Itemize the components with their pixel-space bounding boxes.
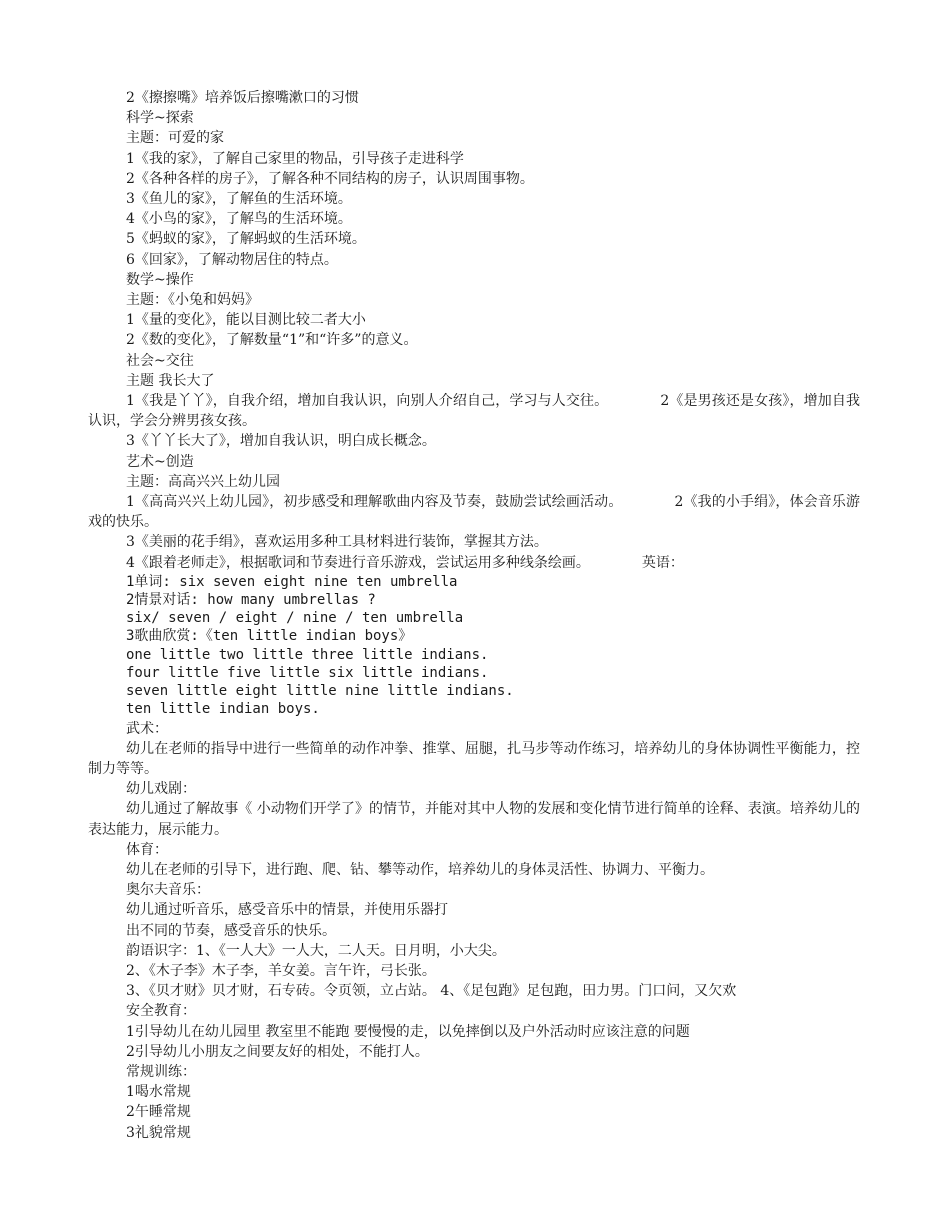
text-line-tail: 2《是男孩还是女孩》，增加自我认识，学会分辨男孩女孩。 (88, 393, 860, 430)
text-line-content: four little five little six little indians. (126, 664, 489, 681)
text-line-content: 幼儿在老师的指导中进行一些简单的动作冲拳、推掌、屈腿，扎马步等动作练习，培养幼儿的身体协调性平衡能力，控制力等等。 (88, 740, 860, 777)
text-line-content: 6《回家》，了解动物居住的特点。 (126, 251, 338, 268)
text-line (88, 799, 860, 839)
text-line-content: 艺术~创造 (126, 453, 194, 470)
text-line (88, 1123, 860, 1143)
document-body (88, 88, 860, 1143)
text-line (88, 921, 860, 941)
text-line (88, 1022, 860, 1042)
text-line (88, 108, 860, 128)
text-line (88, 229, 860, 249)
text-line-content: 常规训练： (126, 1063, 196, 1080)
text-line-content: one little two little three little indians. (126, 646, 489, 663)
text-line (88, 682, 860, 700)
text-line-content: 幼儿在老师的引导下，进行跑、爬、钻、攀等动作，培养幼儿的身体灵活性、协调力、平衡力。 (126, 861, 714, 878)
text-line-content: ten little indian boys. (126, 701, 320, 718)
text-line-content: 4《小鸟的家》，了解鸟的生活环境。 (126, 211, 352, 228)
text-line (88, 739, 860, 779)
text-line (88, 492, 860, 532)
text-line-content: 主题：高高兴兴上幼儿园 (126, 473, 280, 490)
text-line-content: 3《丫丫长大了》，增加自我认识，明白成长概念。 (126, 433, 436, 450)
text-line-content: 3歌曲欣赏:《ten little indian boys》 (126, 628, 413, 645)
text-line (88, 941, 860, 961)
text-line-content: 科学~探索 (126, 110, 194, 127)
text-line-content: 2《各种各样的房子》，了解各种不同结构的房子，认识周围事物。 (126, 170, 534, 187)
text-line-content: 奥尔夫音乐： (126, 882, 210, 899)
text-line-content: 1《高高兴兴上幼儿园》，初步感受和理解歌曲内容及节奏，鼓励尝试绘画活动。 (126, 494, 623, 511)
text-line-tail: 2《我的小手绢》，体会音乐游戏的快乐。 (88, 494, 860, 531)
text-line (88, 169, 860, 189)
text-line (88, 779, 860, 799)
text-line (88, 900, 860, 920)
text-line-content: 5《蚂蚁的家》，了解蚂蚁的生活环境。 (126, 231, 366, 248)
text-line-content: 2情景对话: how many umbrellas ? (126, 592, 376, 609)
text-line-content: 1单词: six seven eight nine ten umbrella (126, 573, 458, 590)
text-line (88, 1102, 860, 1122)
text-line-content: 1《量的变化》，能以目测比较二者大小 (126, 312, 366, 329)
text-line-content: 主题：《小兔和妈妈》 (126, 292, 259, 309)
text-line-content: 3礼貌常规 (126, 1124, 191, 1141)
text-line-content: 2《数的变化》，了解数量“1”和“许多”的意义。 (126, 332, 418, 349)
text-line-content: 4《跟着老师走》，根据歌词和节奏进行音乐游戏，尝试运用多种线条绘画。 (126, 554, 590, 571)
text-line-content: 安全教育： (126, 1003, 196, 1020)
text-line-content: 3、《贝才财》贝才财，石专砖。令页领，立占站。 4、《足包跑》足包跑，田力男。门口问，又欠欢 (126, 983, 737, 1000)
text-line (88, 290, 860, 310)
text-line (88, 591, 860, 609)
text-line (88, 961, 860, 981)
text-line (88, 1042, 860, 1062)
text-line (88, 532, 860, 552)
text-line-content: 1《我的家》，了解自己家里的物品，引导孩子走进科学 (126, 150, 464, 167)
text-line (88, 719, 860, 739)
text-line (88, 664, 860, 682)
text-line (88, 840, 860, 860)
text-line (88, 189, 860, 209)
text-line-content: 2《擦擦嘴》培养饭后擦嘴漱口的习惯 (126, 90, 359, 106)
text-line-content: 主题 我长大了 (126, 372, 215, 389)
text-line (88, 553, 860, 573)
text-line-content: 幼儿戏剧： (126, 781, 196, 798)
text-line-content: 1喝水常规 (126, 1084, 191, 1101)
text-line (88, 472, 860, 492)
text-line-content: 1引导幼儿在幼儿园里 教室里不能跑 要慢慢的走，以免摔倒以及户外活动时应该注意的问题 (126, 1023, 690, 1040)
text-line (88, 128, 860, 148)
text-line (88, 371, 860, 391)
text-line-content: 1《我是丫丫》，自我介绍，增加自我认识，向别人介绍自己，学习与人交往。 (126, 393, 609, 410)
text-line (88, 880, 860, 900)
text-line (88, 1001, 860, 1021)
text-line-content: 韵语识字：1、《一人大》一人大，二人天。日月明，小大尖。 (126, 942, 506, 959)
text-line-content: 武术： (126, 720, 168, 737)
text-line (88, 573, 860, 591)
text-line-content: 3《美丽的花手绢》，喜欢运用多种工具材料进行装饰，掌握其方法。 (126, 534, 548, 551)
text-line (88, 88, 860, 108)
text-line-content: seven little eight little nine little indians. (126, 683, 514, 700)
text-line (88, 431, 860, 451)
text-line (88, 270, 860, 290)
text-line-content: 社会~交往 (126, 352, 194, 369)
text-line-content: 幼儿通过了解故事《 小动物们开学了》的情节，并能对其中人物的发展和变化情节进行简单的诠释、表演。培养幼儿的表达能力，展示能力。 (88, 801, 860, 838)
text-line (88, 391, 860, 431)
text-line (88, 627, 860, 645)
text-line-content: 体育： (126, 841, 168, 858)
text-line-content: 主题：可爱的家 (126, 130, 224, 147)
text-line-content: 幼儿通过听音乐，感受音乐中的情景，并使用乐器打 (126, 902, 448, 919)
text-line (88, 646, 860, 664)
text-line (88, 609, 860, 627)
text-line-content: 数学~操作 (126, 271, 194, 288)
text-line-content: 出不同的节奏，感受音乐的快乐。 (126, 922, 336, 939)
text-line (88, 1082, 860, 1102)
text-line (88, 452, 860, 472)
text-line (88, 209, 860, 229)
text-line (88, 981, 860, 1001)
text-line (88, 860, 860, 880)
text-line-content: 2午睡常规 (126, 1104, 191, 1121)
text-line (88, 250, 860, 270)
text-line (88, 149, 860, 169)
text-line (88, 1062, 860, 1082)
text-line-tail: 英语： (641, 554, 684, 571)
text-line-content: 2引导幼儿小朋友之间要友好的相处，不能打人。 (126, 1043, 429, 1060)
text-line (88, 330, 860, 350)
text-line (88, 700, 860, 718)
text-line (88, 310, 860, 330)
text-line (88, 351, 860, 371)
text-line-content: 2、《木子李》木子李，羊女姜。言午许，弓长张。 (126, 962, 436, 979)
text-line-content: six/ seven / eight / nine / ten umbrella (126, 610, 464, 627)
text-line-content: 3《鱼儿的家》，了解鱼的生活环境。 (126, 191, 352, 208)
